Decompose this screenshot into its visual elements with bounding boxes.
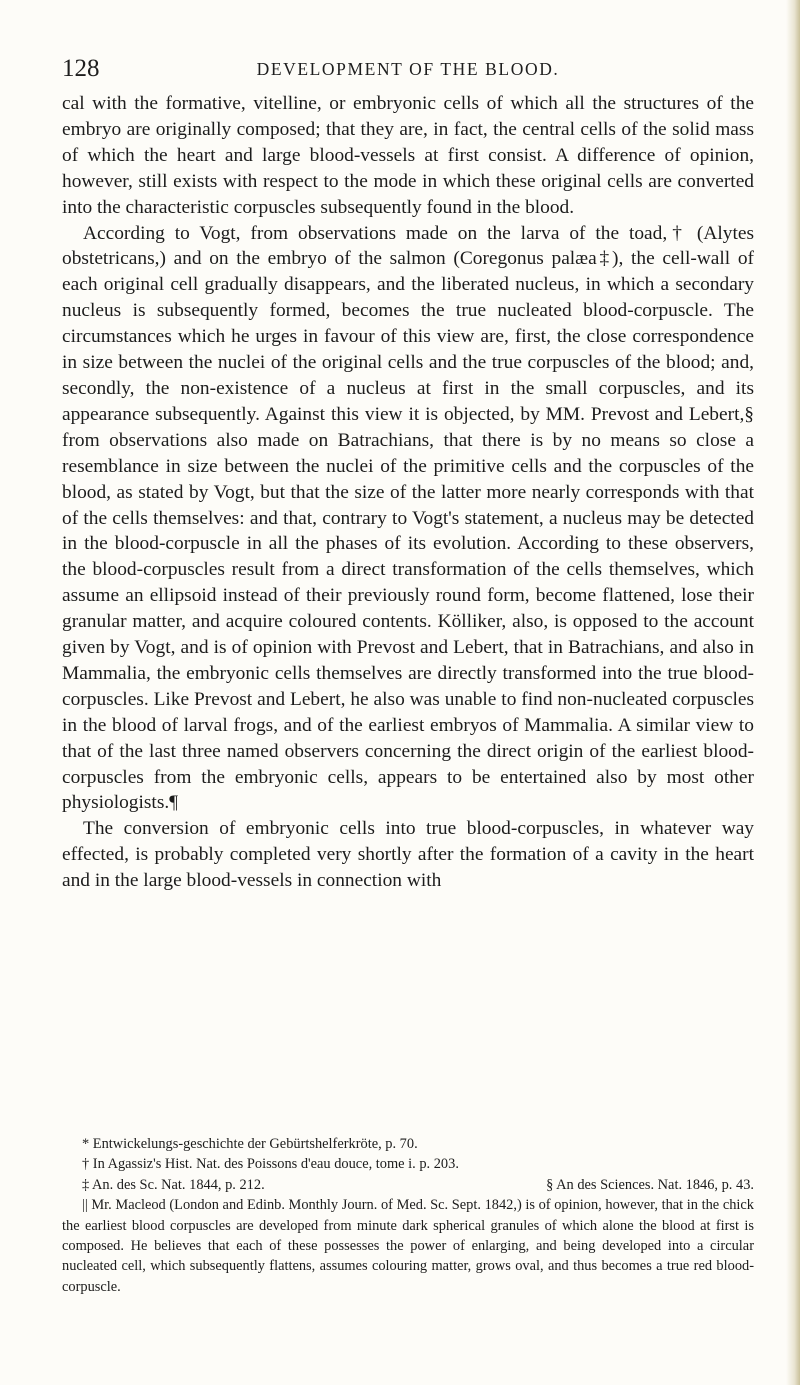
paragraph-conversion: The conversion of embryonic cells into true blood-corpuscles, in whatever way effected, is probably completed very shortly after the formation of a cavity in the heart and in the large blood-vessels in connection with [62, 818, 754, 892]
body-text [62, 91, 754, 894]
page-number: 128 [62, 55, 100, 82]
footnote-parallel: || Mr. Macleod (London and Edinb. Monthly Journ. of Med. Sc. Sept. 1842,) is of opinion, however, that in the chick the earliest blood corpuscles are developed from minute dark spherical granules of which alone the blood at first is composed. He believes that each of these possesses the power of enlarging, and being developed into a circular nucleated cell, which subsequently flattens, assumes colouring matter, grows oval, and thus becomes a true red blood-corpuscle. [62, 1197, 754, 1295]
running-head [62, 56, 754, 82]
footnote-row [62, 1175, 754, 1195]
running-title: DEVELOPMENT OF THE BLOOD. [256, 59, 560, 79]
footnote-double-dagger: ‡ An. des Sc. Nat. 1844, p. 212. [82, 1176, 265, 1193]
footnote-star: * Entwickelungs-geschichte der Gebürtshelferkröte, p. 70. [82, 1136, 418, 1152]
paragraph-vogt: According to Vogt, from observations made on the larva of the toad,† (Alytes obstetricans,) and on the embryo of the salmon (Coregonus palæa‡), the cell-wall of each original cell gradually disappears, and the liberated nucleus, in which a secondary nucleus is subsequently formed, becomes the true nucleated blood-corpuscle. The circumstances which he urges in favour of this view are, first, the close correspondence in size between the nuclei of the original cells and the true corpuscles of the blood; and, secondly, the non-existence of a nucleus at first in the small corpuscles, and its appearance subsequently. Against this view it is objected, by MM. Prevost and Lebert,§ from observations also made on Batrachians, that there is by no means so close a resemblance in size between the nuclei of the primitive cells and the corpuscles of the blood, as stated by Vogt, but that the size of the latter more nearly corresponds with that of the cells themselves: and that, contrary to Vogt's statement, a nucleus may be detected in the blood-corpuscle in all the phases of its evolution. According to these observers, the blood-corpuscles result from a direct transformation of the cells themselves, which assume an ellipsoid instead of their previously round form, become flattened, lose their granular matter, and acquire coloured contents. Kölliker, also, is opposed to the account given by Vogt, and is of opinion with Prevost and Lebert, that in Batrachians, and also in Mammalia, the embryonic cells themselves are directly transformed into the true blood-corpuscles. Like Prevost and Lebert, he also was unable to find non-nucleated corpuscles in the blood of larval frogs, and of the earliest embryos of Mammalia. A similar view to that of the last three named observers concerning the direct origin of the earliest blood-corpuscles from the embryonic cells, appears to be entertained also by most other physiologists.¶ [62, 222, 754, 814]
footnote-section: § An des Sciences. Nat. 1846, p. 43. [546, 1176, 754, 1193]
footnote-dagger: † In Agassiz's Hist. Nat. des Poissons d'eau douce, tome i. p. 203. [82, 1156, 459, 1173]
footnotes [62, 1134, 754, 1297]
page-edge-shadow [786, 0, 800, 1385]
paragraph-continued: cal with the formative, vitelline, or embryonic cells of which all the structures of the embryo are originally composed; that they are, in fact, the central cells of the solid mass of which the heart and large blood-vessels at first consist. A difference of opinion, however, still exists with respect to the mode in which these original cells are converted into the characteristic corpuscles subsequently found in the blood. [62, 93, 754, 218]
